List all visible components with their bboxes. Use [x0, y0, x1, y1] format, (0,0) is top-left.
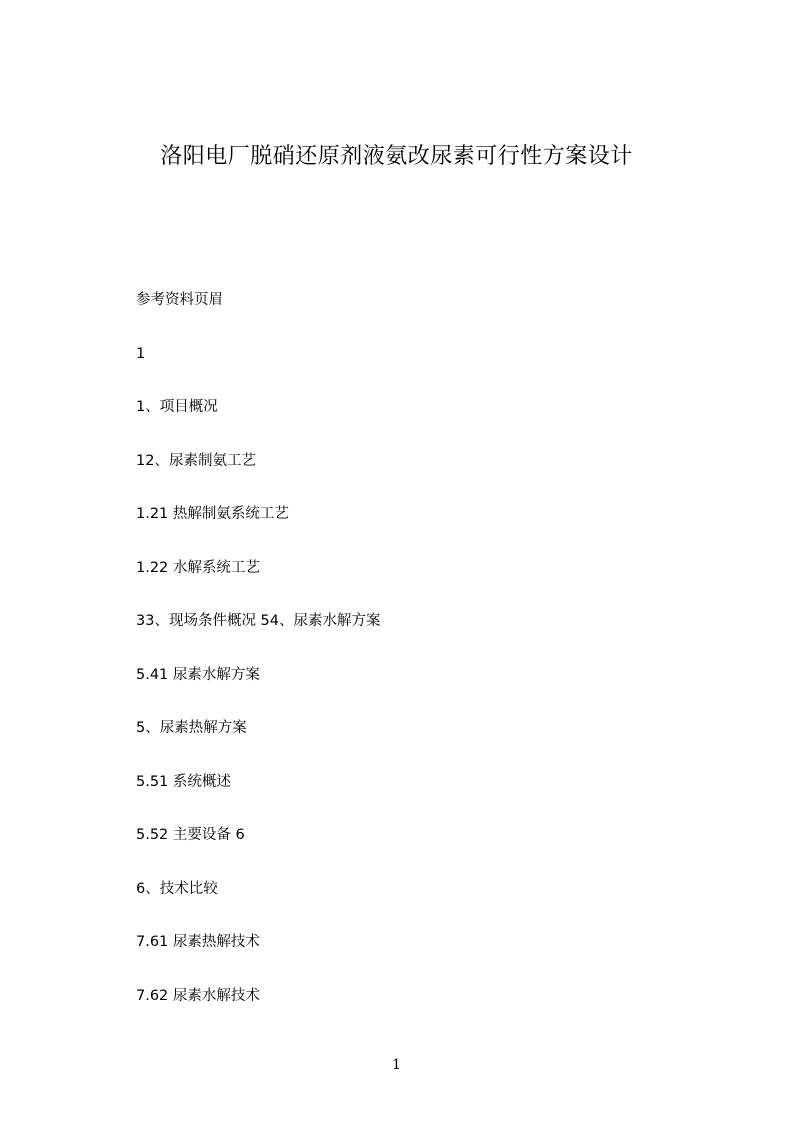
toc-line: 5.52 主要设备 6 [136, 827, 245, 843]
toc-line: 33、现场条件概况 54、尿素水解方案 [136, 613, 381, 629]
toc-line: 6、技术比较 [136, 880, 218, 897]
toc-line: 12、尿素制氨工艺 [136, 452, 256, 469]
header-label: 参考资料页眉 [136, 292, 223, 308]
page-title: 洛阳电厂脱硝还原剂液氨改尿素可行性方案设计 [160, 144, 633, 169]
toc-line: 1.21 热解制氨系统工艺 [136, 506, 289, 522]
page-number: 1 [392, 1057, 401, 1073]
toc-line: 7.62 尿素水解技术 [136, 987, 260, 1004]
toc-line: 5.41 尿素水解方案 [136, 666, 260, 683]
toc-line: 1 [136, 345, 146, 362]
toc-line: 5.51 系统概述 [136, 773, 231, 790]
toc-line: 7.61 尿素热解技术 [136, 934, 260, 950]
table-of-contents [136, 290, 381, 1039]
toc-line: 1、项目概况 [136, 399, 218, 415]
toc-line: 5、尿素热解方案 [136, 720, 247, 736]
toc-line: 1.22 水解系统工艺 [136, 559, 260, 576]
